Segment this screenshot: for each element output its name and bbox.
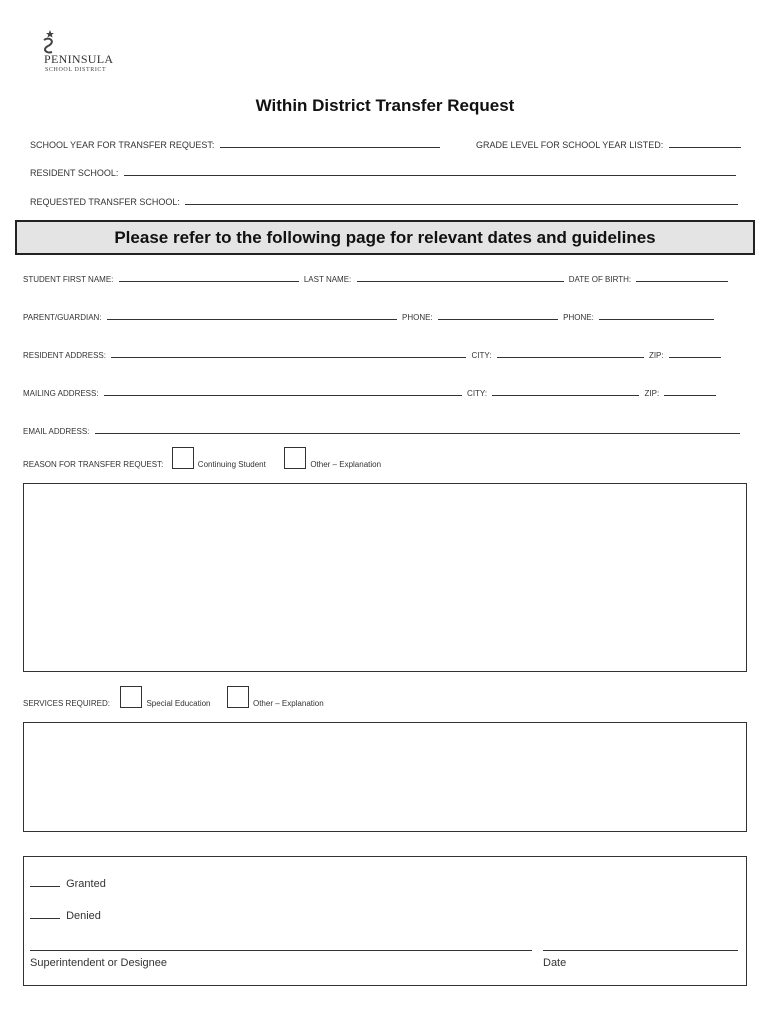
grade-level-row	[476, 138, 744, 150]
school-year-label: SCHOOL YEAR FOR TRANSFER REQUEST:	[30, 140, 215, 150]
resident-address-field[interactable]	[111, 348, 466, 358]
reason-explanation-box[interactable]	[23, 483, 747, 672]
email-field[interactable]	[95, 424, 740, 434]
city1-label: CITY:	[471, 351, 492, 360]
zip1-label: ZIP:	[648, 351, 664, 360]
district-logo	[36, 26, 126, 78]
guidelines-banner: Please refer to the following page for relevant dates and guidelines	[15, 220, 755, 255]
resident-address-label: RESIDENT ADDRESS:	[23, 351, 106, 360]
denied-field[interactable]	[30, 909, 60, 919]
grade-level-label: GRADE LEVEL FOR SCHOOL YEAR LISTED:	[476, 140, 664, 150]
city2-label: CITY:	[467, 389, 488, 398]
parent-row	[23, 310, 717, 322]
granted-label: Granted	[66, 878, 106, 890]
phone2-field[interactable]	[599, 310, 714, 320]
phone2-label: PHONE:	[563, 313, 594, 322]
mailing-address-field[interactable]	[104, 386, 462, 396]
signature-line[interactable]	[30, 950, 532, 951]
email-label: EMAIL ADDRESS:	[23, 427, 90, 436]
zip2-label: ZIP:	[644, 389, 660, 398]
city2-field[interactable]	[492, 386, 639, 396]
continuing-student-checkbox[interactable]	[172, 447, 194, 469]
resident-address-row	[23, 348, 724, 360]
student-name-row	[23, 272, 731, 284]
grade-level-field[interactable]	[669, 138, 741, 148]
reason-other-checkbox[interactable]	[284, 447, 306, 469]
continuing-student-label: Continuing Student	[197, 460, 266, 469]
services-label: SERVICES REQUIRED:	[23, 699, 110, 708]
school-year-row	[30, 138, 443, 150]
resident-school-row	[30, 166, 739, 178]
reason-other-label: Other – Explanation	[310, 460, 382, 469]
denied-row	[30, 909, 101, 922]
school-year-field[interactable]	[220, 138, 440, 148]
granted-field[interactable]	[30, 877, 60, 887]
first-name-field[interactable]	[119, 272, 299, 282]
requested-school-row	[30, 195, 741, 207]
date-line[interactable]	[543, 950, 738, 951]
last-name-label: LAST NAME:	[303, 275, 352, 284]
phone1-label: PHONE:	[402, 313, 433, 322]
requested-school-label: REQUESTED TRANSFER SCHOOL:	[30, 197, 180, 207]
logo-name: PENINSULA	[44, 52, 114, 66]
granted-row	[30, 877, 106, 890]
resident-school-field[interactable]	[124, 166, 736, 176]
reason-row	[23, 447, 381, 469]
reason-label: REASON FOR TRANSFER REQUEST:	[23, 460, 164, 469]
services-other-label: Other – Explanation	[252, 699, 324, 708]
dob-label: DATE OF BIRTH:	[568, 275, 632, 284]
mailing-address-label: MAILING ADDRESS:	[23, 389, 99, 398]
first-name-label: STUDENT FIRST NAME:	[23, 275, 114, 284]
zip1-field[interactable]	[669, 348, 721, 358]
services-explanation-box[interactable]	[23, 722, 747, 832]
decision-box	[23, 856, 747, 986]
special-education-label: Special Education	[146, 699, 211, 708]
phone1-field[interactable]	[438, 310, 558, 320]
signature-label: Superintendent or Designee	[30, 957, 167, 969]
special-education-checkbox[interactable]	[120, 686, 142, 708]
mailing-address-row	[23, 386, 719, 398]
services-row	[23, 686, 324, 708]
city1-field[interactable]	[497, 348, 644, 358]
form-title: Within District Transfer Request	[255, 96, 515, 115]
resident-school-label: RESIDENT SCHOOL:	[30, 168, 119, 178]
parent-field[interactable]	[107, 310, 397, 320]
logo-subtitle: SCHOOL DISTRICT	[45, 67, 107, 73]
email-row	[23, 424, 743, 436]
date-label: Date	[543, 957, 567, 969]
parent-label: PARENT/GUARDIAN:	[23, 313, 102, 322]
services-other-checkbox[interactable]	[227, 686, 249, 708]
requested-school-field[interactable]	[185, 195, 738, 205]
denied-label: Denied	[66, 910, 101, 922]
zip2-field[interactable]	[664, 386, 716, 396]
dob-field[interactable]	[636, 272, 728, 282]
last-name-field[interactable]	[357, 272, 564, 282]
